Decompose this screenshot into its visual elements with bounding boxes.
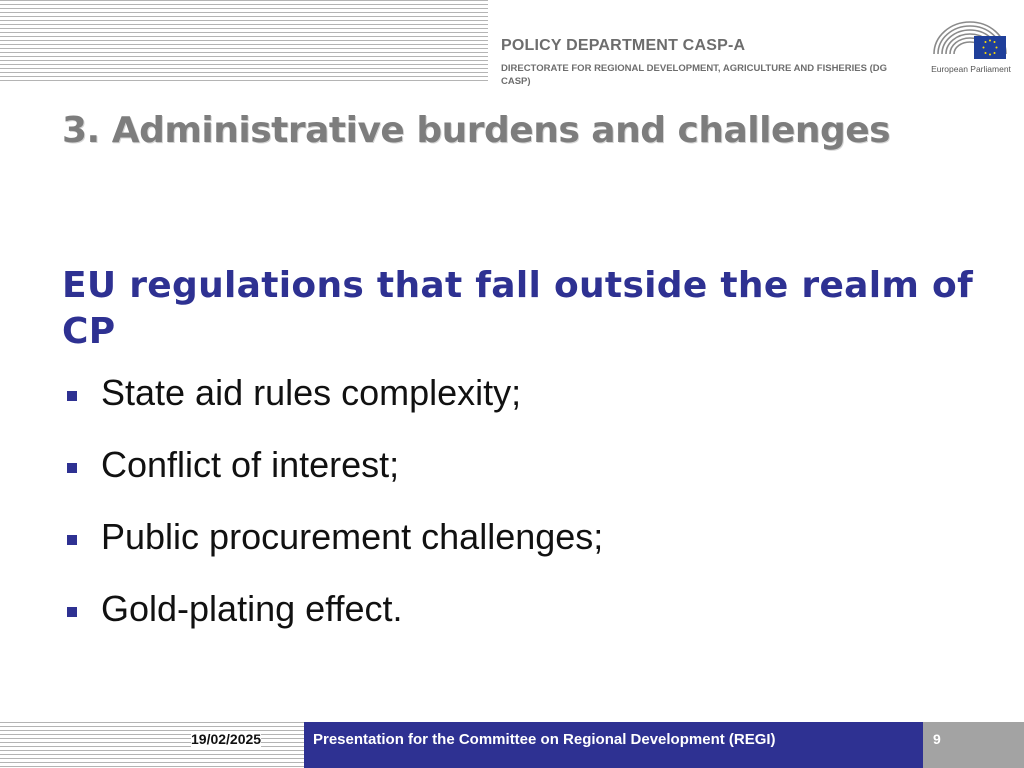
footer-date: 19/02/2025 bbox=[191, 731, 262, 747]
directorate-name: DIRECTORATE FOR REGIONAL DEVELOPMENT, AGRICULTURE AND FISHERIES (DG CASP) bbox=[501, 63, 887, 87]
square-bullet-icon bbox=[67, 463, 77, 473]
department-name: POLICY DEPARTMENT CASP-A bbox=[501, 37, 746, 54]
bullet-text: Public procurement challenges; bbox=[101, 516, 604, 557]
square-bullet-icon bbox=[67, 391, 77, 401]
page-number: 9 bbox=[933, 731, 941, 747]
logo-label: European Parliament bbox=[931, 64, 1011, 74]
square-bullet-icon bbox=[67, 607, 77, 617]
header-stripes bbox=[0, 0, 488, 84]
bullet-text: Gold-plating effect. bbox=[101, 588, 403, 629]
slide-title: 3. Administrative burdens and challenges bbox=[62, 110, 891, 151]
slide-subtitle: EU regulations that fall outside the realm of CP bbox=[62, 265, 974, 352]
square-bullet-icon bbox=[67, 535, 77, 545]
bullet-text: Conflict of interest; bbox=[101, 444, 400, 485]
bullet-text: State aid rules complexity; bbox=[101, 372, 522, 413]
footer-presentation-text: Presentation for the Committee on Regional Development (REGI) bbox=[313, 731, 776, 748]
